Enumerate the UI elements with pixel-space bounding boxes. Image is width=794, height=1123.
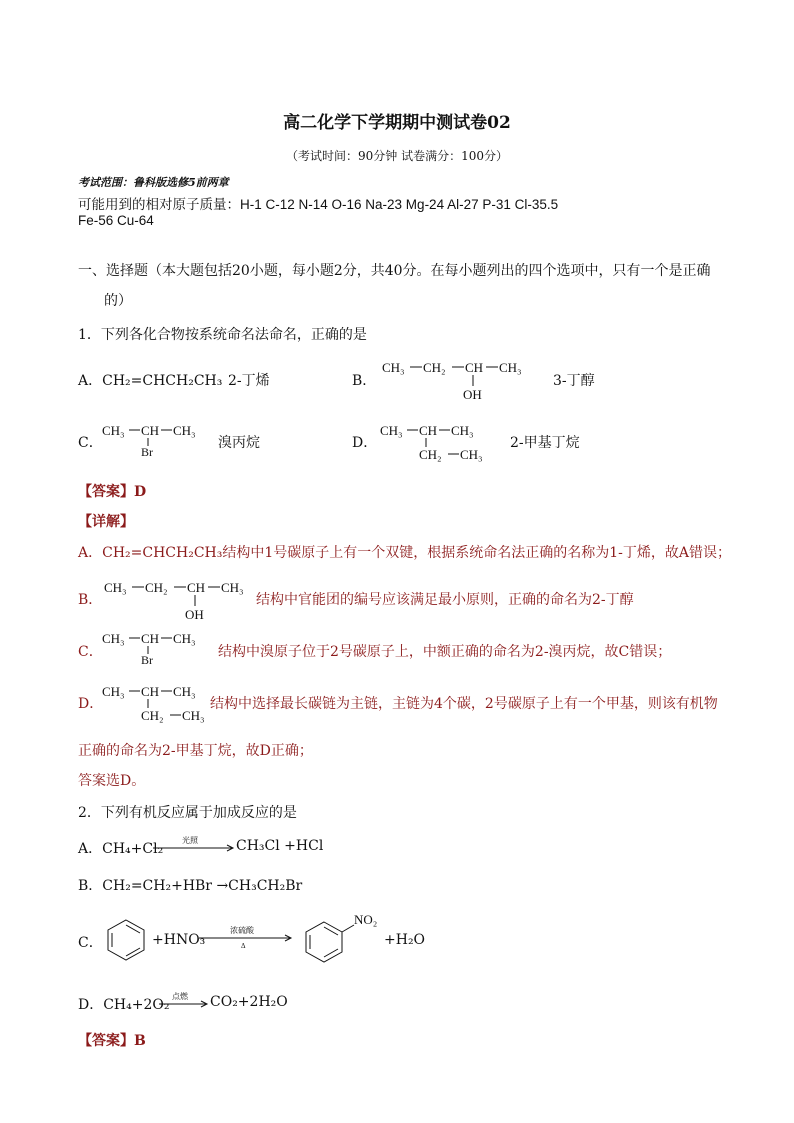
atom-ch2: CH₂	[419, 447, 442, 462]
q2-answer: 【答案】B	[78, 1033, 146, 1049]
atom-oh: OH	[463, 387, 482, 402]
q1-detail-heading: 【详解】	[78, 514, 134, 530]
section-heading-line2: 的）	[104, 293, 132, 309]
page-title: 高二化学下学期期中测试卷02	[283, 113, 511, 133]
atom-ch3: CH₃	[380, 423, 403, 438]
double-bond	[126, 948, 140, 956]
q1-detail-c: 结构中溴原子位于2号碳原子上，中额正确的命名为2-溴丙烷，故C错误；	[218, 644, 672, 660]
atom-ch3: CH₃	[173, 684, 196, 699]
q1-answer	[78, 481, 146, 501]
q1-detail-d-label: D．	[78, 696, 104, 712]
atom-ch: CH	[141, 423, 160, 438]
q1-option-a: A．CH₂=CHCH₂CH₃	[78, 373, 223, 389]
q2-a-arrow	[152, 834, 236, 856]
atom-ch: CH	[465, 360, 484, 375]
atom-ch3: CH₃	[382, 360, 405, 375]
nitro-group: NO₂	[354, 912, 378, 927]
atom-ch3: CH₃	[173, 631, 196, 646]
condition-text: 点燃	[172, 992, 188, 1001]
q1-d-structure	[378, 419, 508, 465]
q1-detail-b-structure	[102, 575, 262, 625]
q2-option-c-reagent: +HNO₃	[152, 932, 206, 948]
q1-c-structure	[100, 419, 220, 459]
q2-option-a-reactants: A．CH₄+Cl₂	[78, 841, 164, 857]
atom-ch3: CH₃	[102, 684, 125, 699]
q1-option-c-name: 溴丙烷	[218, 435, 260, 451]
q1-b-structure	[380, 355, 540, 405]
atom-ch3: CH₃	[102, 423, 125, 438]
atom-ch2: CH₂	[141, 708, 164, 723]
q1-option-d-name: 2-甲基丁烷	[510, 435, 580, 451]
q1-detail-d-line2: 正确的命名为2-甲基丁烷，故D正确；	[78, 743, 313, 759]
atom-ch2: CH₂	[145, 580, 168, 595]
atomic-masses-line2: Fe-56 Cu-64	[78, 213, 154, 228]
q1-detail-c-label: C．	[78, 644, 103, 660]
atom-ch2: CH₂	[423, 360, 446, 375]
atom-ch: CH	[187, 580, 206, 595]
condition-text: 浓硫酸	[230, 926, 254, 935]
atom-ch3: CH₃	[221, 580, 244, 595]
q1-detail-b: 结构中官能团的编号应该满足最小原则，正确的命名为2-丁醇	[256, 592, 634, 608]
q1-option-b-label: B．	[352, 373, 377, 389]
atom-ch3: CH₃	[460, 447, 483, 462]
q1-option-c-label: C．	[78, 435, 103, 451]
atomic-masses-line1: 可能用到的相对原子质量：H-1 C-12 N-14 O-16 Na-23 Mg-24 Al-27 P-31 Cl-35.5	[78, 197, 559, 212]
q1-detail-d-line1: 结构中选择最长碳链为主链，主链为4个碳，2号碳原子上有一个甲基，则该有机物	[210, 696, 718, 712]
atom-ch: CH	[141, 631, 160, 646]
q2-option-c-water: +H₂O	[384, 932, 426, 948]
condition-text-2: Δ	[241, 942, 246, 950]
atom-ch3: CH₃	[182, 708, 205, 723]
atom-ch3: CH₃	[451, 423, 474, 438]
q2-option-b: B．CH₂=CH₂+HBr →CH₃CH₂Br	[78, 878, 303, 894]
q1-option-a-name: 2-丁烯	[228, 373, 270, 389]
q1-detail-a: A．CH₂=CHCH₂CH₃结构中1号碳原子上有一个双键，根据系统命名法正确的名称为1-丁烯，故A错误；	[78, 545, 732, 561]
q2-option-d-products: CO₂+2H₂O	[210, 994, 288, 1010]
answer-text: 【答案】D	[78, 484, 147, 500]
atom-oh: OH	[185, 607, 204, 622]
atom-ch: CH	[141, 684, 160, 699]
atom-br: Br	[141, 653, 153, 667]
q2-option-a-products: CH₃Cl +HCl	[236, 838, 324, 854]
q2-option-d-reactants: D．CH₄+2O₂	[78, 997, 170, 1013]
nitrobenzene	[298, 908, 388, 968]
atom-ch3: CH₃	[499, 360, 522, 375]
atom-br: Br	[141, 445, 153, 459]
q1-detail-c-structure	[100, 627, 220, 667]
q1-option-d-label: D．	[352, 435, 378, 451]
q2-c-arrow	[198, 924, 294, 952]
bond	[342, 925, 354, 932]
q1-stem: 1．下列各化合物按系统命名法命名，正确的是	[78, 327, 367, 343]
atom-ch3: CH₃	[104, 580, 127, 595]
q1-detail-b-label: B．	[78, 592, 103, 608]
benzene-ring	[104, 918, 148, 962]
section-heading-line1: 一、选择题（本大题包括20小题，每小题2分，共40分。在每小题列出的四个选项中，只有一个是正确	[78, 263, 711, 279]
condition-text: 光照	[182, 836, 198, 845]
q2-stem: 2．下列有机反应属于加成反应的是	[78, 805, 297, 821]
ring-hexagon	[306, 922, 342, 962]
q2-d-arrow	[158, 990, 210, 1012]
atom-ch3: CH₃	[173, 423, 196, 438]
q1-option-b-name: 3-丁醇	[553, 373, 595, 389]
atom-ch3: CH₃	[102, 631, 125, 646]
q1-conclusion: 答案选D。	[78, 773, 146, 789]
exam-info: （考试时间：90分钟 试卷满分：100分）	[286, 149, 508, 163]
exam-scope: 考试范围：鲁科版选修5前两章	[78, 176, 229, 189]
ring-hexagon	[108, 920, 144, 960]
q2-option-c-label: C．	[78, 935, 103, 951]
atom-ch: CH	[419, 423, 438, 438]
